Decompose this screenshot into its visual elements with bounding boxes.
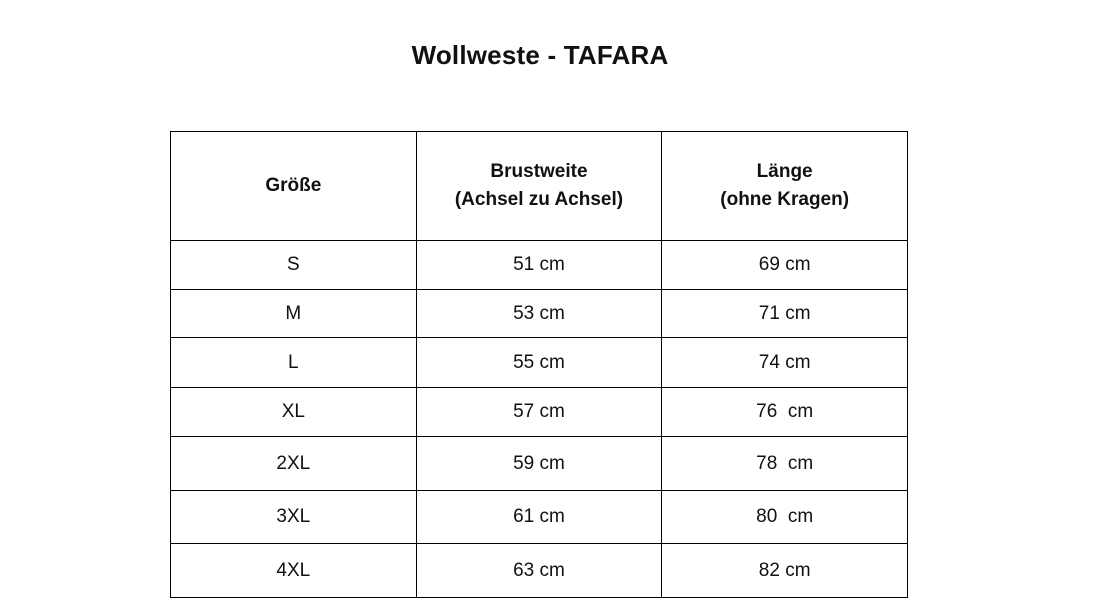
header-length (662, 132, 908, 241)
cell-length: 80 cm (662, 491, 908, 544)
cell-size: 3XL (171, 491, 417, 544)
table-row (171, 388, 908, 437)
cell-size: S (171, 241, 417, 290)
size-chart-table (170, 131, 908, 598)
cell-length: 74 cm (662, 338, 908, 388)
page-title: Wollweste - TAFARA (411, 40, 669, 70)
cell-length: 76 cm (662, 388, 908, 437)
header-chest-sublabel: (Achsel zu Achsel) (454, 189, 624, 210)
header-chest (416, 132, 662, 241)
cell-chest: 53 cm (416, 290, 662, 338)
cell-length: 82 cm (662, 544, 908, 598)
cell-size: 2XL (171, 437, 417, 491)
header-length-sublabel: (ohne Kragen) (720, 189, 850, 210)
cell-chest: 63 cm (416, 544, 662, 598)
cell-chest: 61 cm (416, 491, 662, 544)
table-header-row (171, 132, 908, 241)
table-row (171, 491, 908, 544)
cell-length: 71 cm (662, 290, 908, 338)
header-length-label: Länge (756, 161, 813, 182)
cell-length: 78 cm (662, 437, 908, 491)
cell-size: L (171, 338, 417, 388)
cell-chest: 57 cm (416, 388, 662, 437)
table-row (171, 241, 908, 290)
table-row (171, 437, 908, 491)
header-size-label: Größe (265, 175, 322, 196)
cell-chest: 51 cm (416, 241, 662, 290)
cell-size: M (171, 290, 417, 338)
cell-chest: 55 cm (416, 338, 662, 388)
table-row (171, 290, 908, 338)
header-size (171, 132, 417, 241)
cell-size: XL (171, 388, 417, 437)
cell-size: 4XL (171, 544, 417, 598)
cell-chest: 59 cm (416, 437, 662, 491)
header-chest-label: Brustweite (490, 161, 588, 182)
cell-length: 69 cm (662, 241, 908, 290)
table-row (171, 338, 908, 388)
table-row (171, 544, 908, 598)
